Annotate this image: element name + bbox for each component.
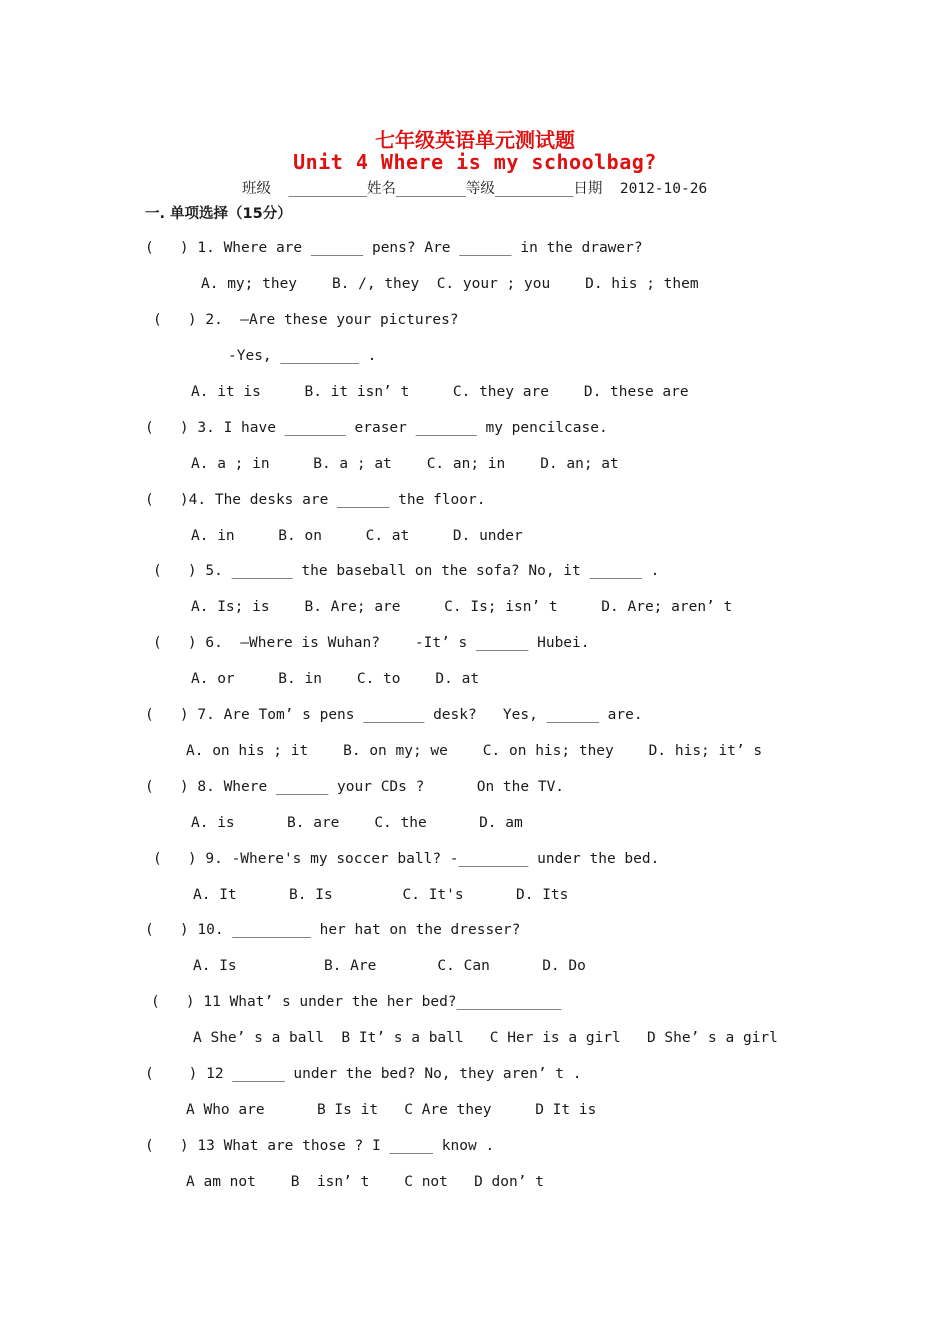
question-2: ( ) 2. –Are these your pictures? [153, 312, 459, 328]
question-11: ( ) 11 What’ s under the her bed?____________ [151, 994, 562, 1010]
question-3: ( ) 3. I have _______ eraser _______ my pencilcase. [145, 420, 608, 436]
question-5-options: A. Is; is B. Are; are C. Is; isn’ t D. Are; aren’ t [191, 599, 733, 615]
question-9-options: A. It B. Is C. It's D. Its [193, 887, 569, 903]
question-6-options: A. or B. in C. to D. at [191, 671, 480, 687]
page-title: 七年级英语单元测试题 [375, 128, 575, 152]
question-3-options: A. a ; in B. a ; at C. an; in D. an; at [191, 456, 619, 472]
question-10: ( ) 10. _________ her hat on the dresser? [145, 922, 521, 938]
question-5: ( ) 5. _______ the baseball on the sofa? No, it ______ . [153, 563, 660, 579]
question-13: ( ) 13 What are those ? I _____ know . [145, 1138, 495, 1154]
question-11-options: A She’ s a ball B It’ s a ball C Her is a girl D She’ s a girl [193, 1030, 778, 1046]
unit-subtitle: Unit 4 Where is my schoolbag? [293, 150, 657, 174]
question-4-options: A. in B. on C. at D. under [191, 528, 523, 544]
student-info-line: 班级 _________姓名________等级_________日期 2012-10-26 [242, 181, 708, 197]
question-4: ( )4. The desks are ______ the floor. [145, 492, 486, 508]
question-12-options: A Who are B Is it C Are they D It is [186, 1102, 597, 1118]
question-13-options: A am not B isn’ t C not D don’ t [186, 1174, 544, 1190]
question-2-options: A. it is B. it isn’ t C. they are D. these are [191, 384, 689, 400]
question-7-options: A. on his ; it B. on my; we C. on his; they D. his; it’ s [186, 743, 763, 759]
question-12: ( ) 12 ______ under the bed? No, they aren’ t . [145, 1066, 582, 1082]
question-2-answer-line: -Yes, _________ . [228, 348, 377, 364]
question-8-options: A. is B. are C. the D. am [191, 815, 523, 831]
section-title: 一. 单项选择（15分） [145, 206, 292, 222]
question-6: ( ) 6. –Where is Wuhan? -It’ s ______ Hubei. [153, 635, 590, 651]
question-8: ( ) 8. Where ______ your CDs ? On the TV. [145, 779, 565, 795]
question-9: ( ) 9. -Where's my soccer ball? -________ under the bed. [153, 851, 660, 867]
question-7: ( ) 7. Are Tom’ s pens _______ desk? Yes, ______ are. [145, 707, 643, 723]
question-10-options: A. Is B. Are C. Can D. Do [193, 958, 586, 974]
question-1-options: A. my; they B. /, they C. your ; you D. his ; them [201, 276, 699, 292]
question-1: ( ) 1. Where are ______ pens? Are ______ in the drawer? [145, 240, 643, 256]
